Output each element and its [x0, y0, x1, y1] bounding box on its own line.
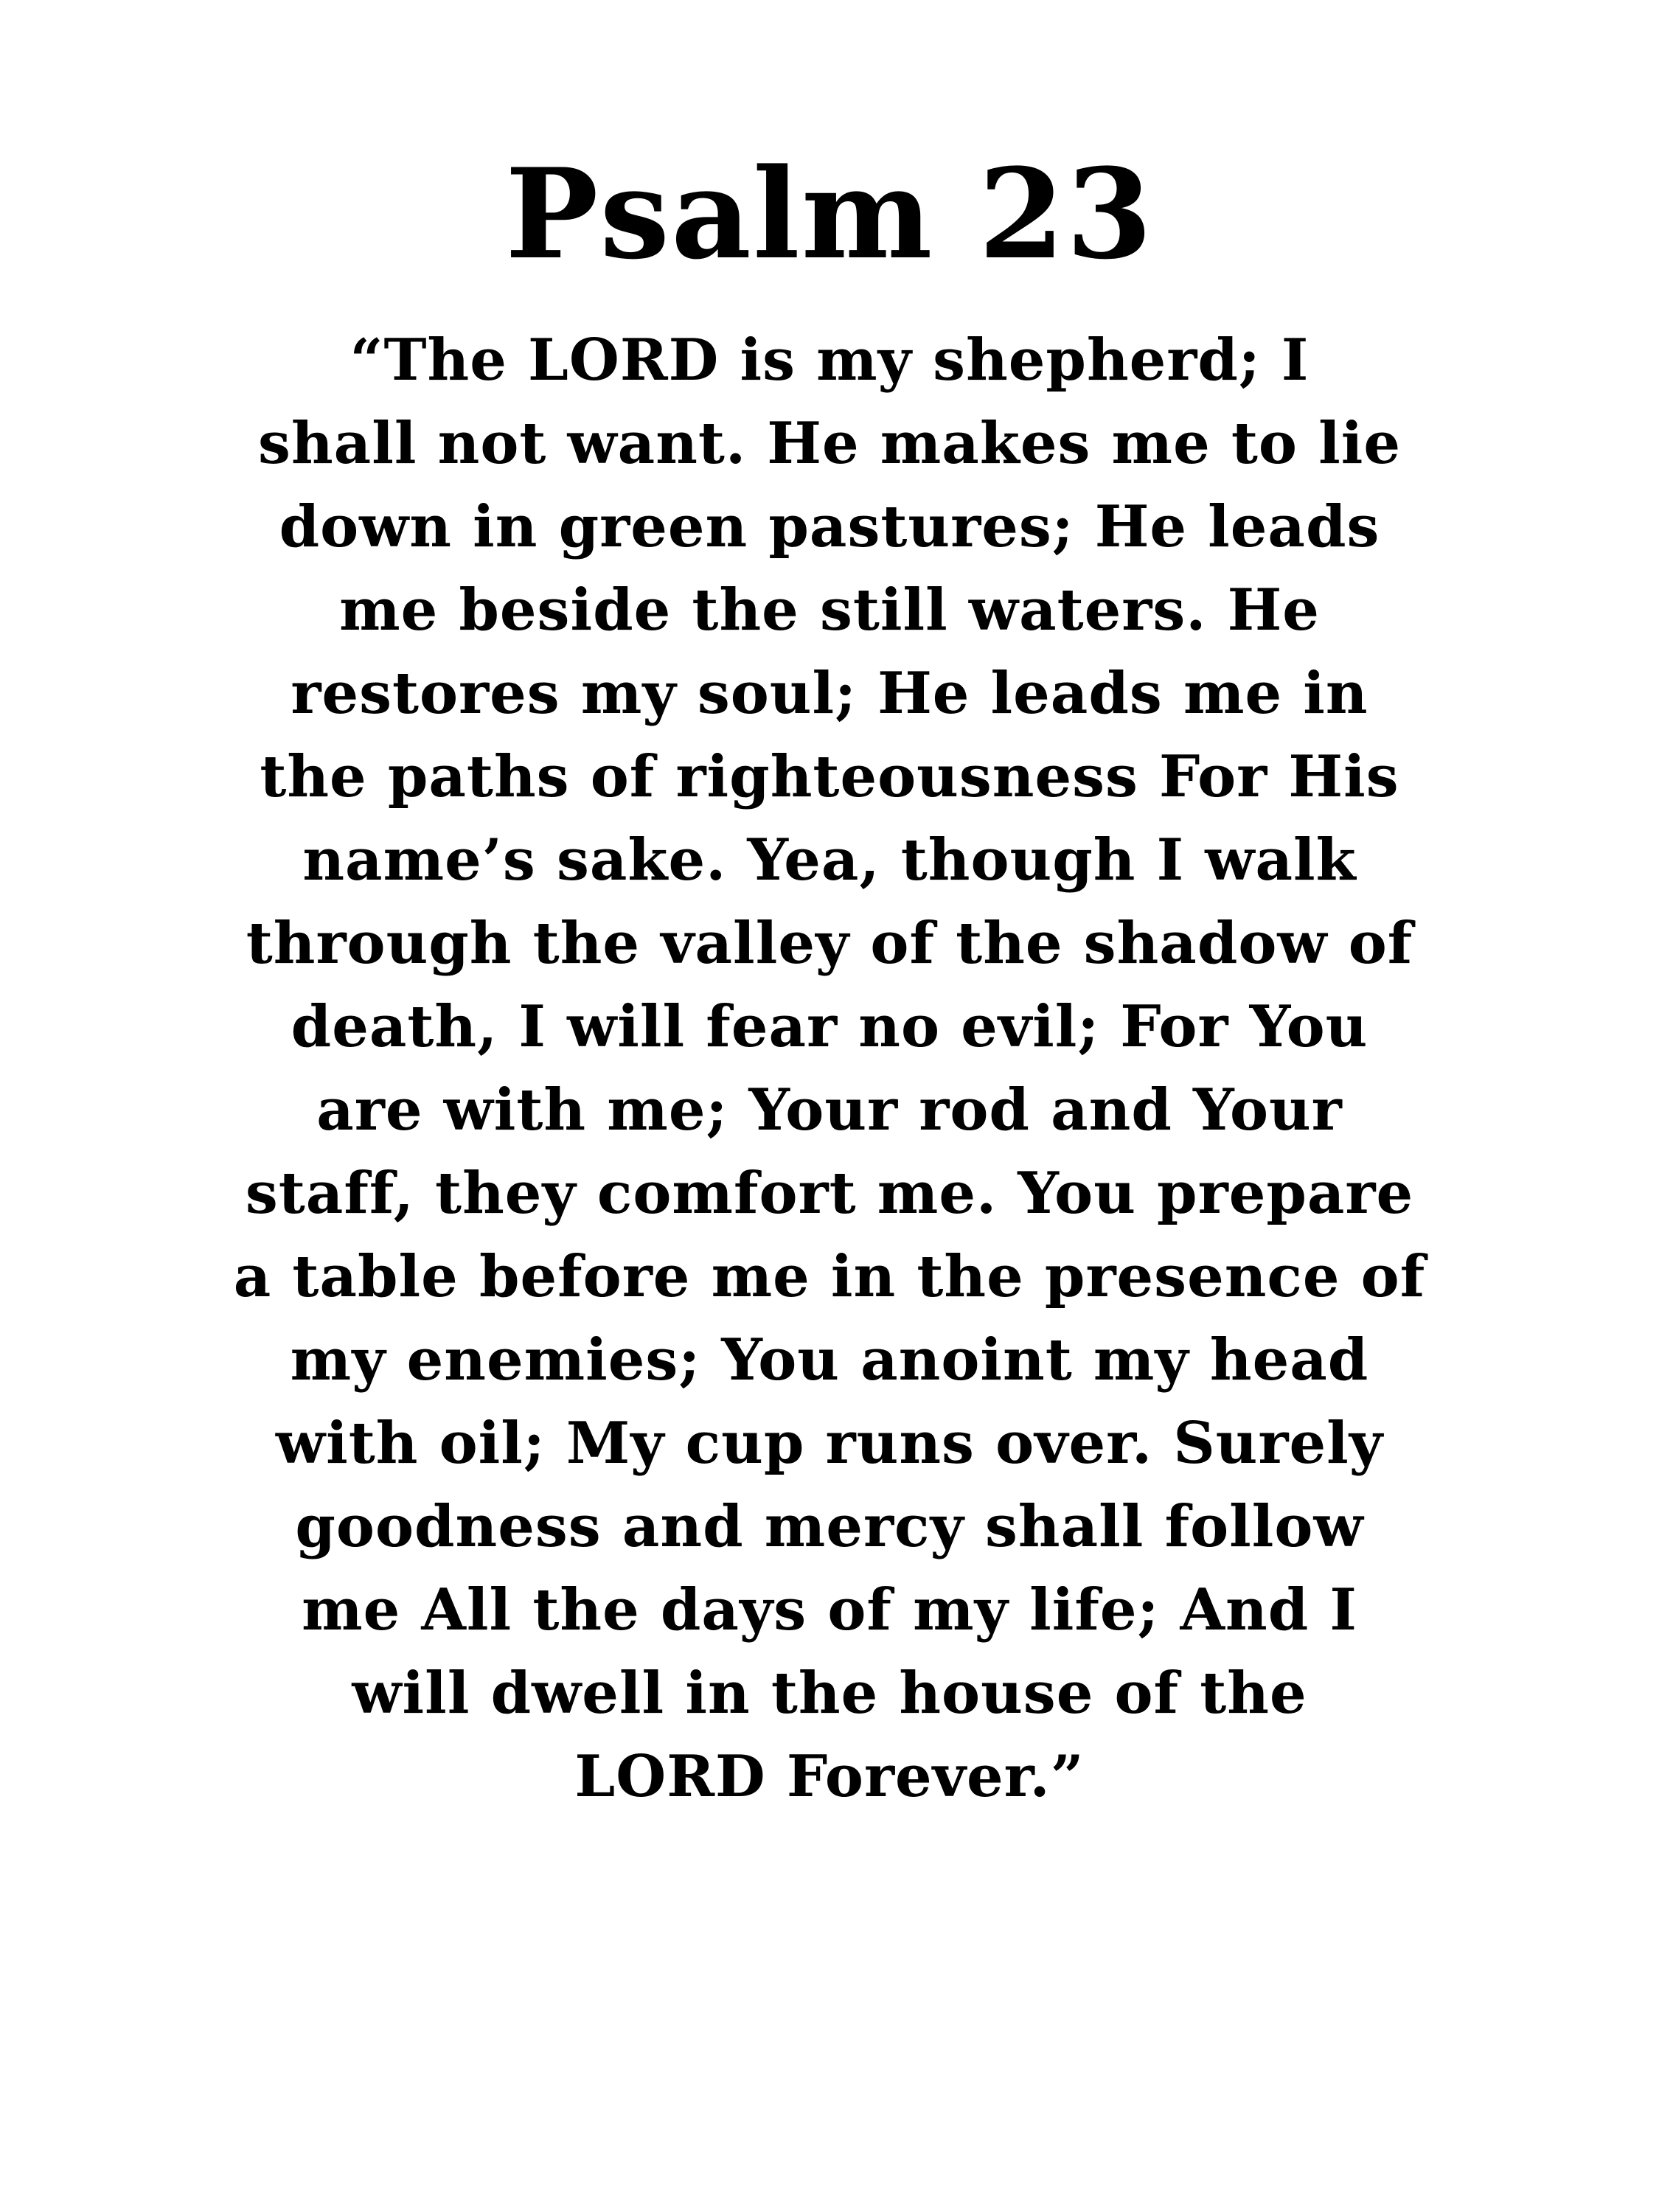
verse-line: with oil; My cup runs over. Surely — [275, 1410, 1384, 1477]
verse-line: staff, they comfort me. You prepare — [245, 1160, 1414, 1227]
page-title: Psalm 23 — [505, 141, 1154, 287]
verse-line: shall not want. He makes me to lie — [258, 410, 1401, 477]
verse-line: my enemies; You anoint my head — [290, 1326, 1369, 1394]
verse-line: me All the days of my life; And I — [302, 1576, 1357, 1644]
psalm-verse-text — [177, 319, 1482, 1818]
verse-line: a table before me in the presence of — [233, 1243, 1426, 1310]
verse-line: goodness and mercy shall follow — [295, 1493, 1364, 1560]
verse-line: through the valley of the shadow of — [246, 910, 1413, 977]
verse-line: will dwell in the house of the — [352, 1660, 1307, 1727]
verse-line: restores my soul; He leads me in — [291, 660, 1368, 727]
verse-line: death, I will fear no evil; For You — [291, 993, 1368, 1060]
verse-line: “The LORD is my shepherd; I — [349, 327, 1310, 394]
verse-line: LORD Forever.” — [574, 1743, 1085, 1810]
verse-line: name’s sake. Yea, though I walk — [302, 827, 1357, 894]
verse-line: the paths of righteousness For His — [260, 743, 1399, 810]
verse-line: down in green pastures; He leads — [279, 493, 1380, 560]
verse-line: me beside the still waters. He — [339, 577, 1320, 644]
verse-line: are with me; Your rod and Your — [316, 1077, 1343, 1144]
